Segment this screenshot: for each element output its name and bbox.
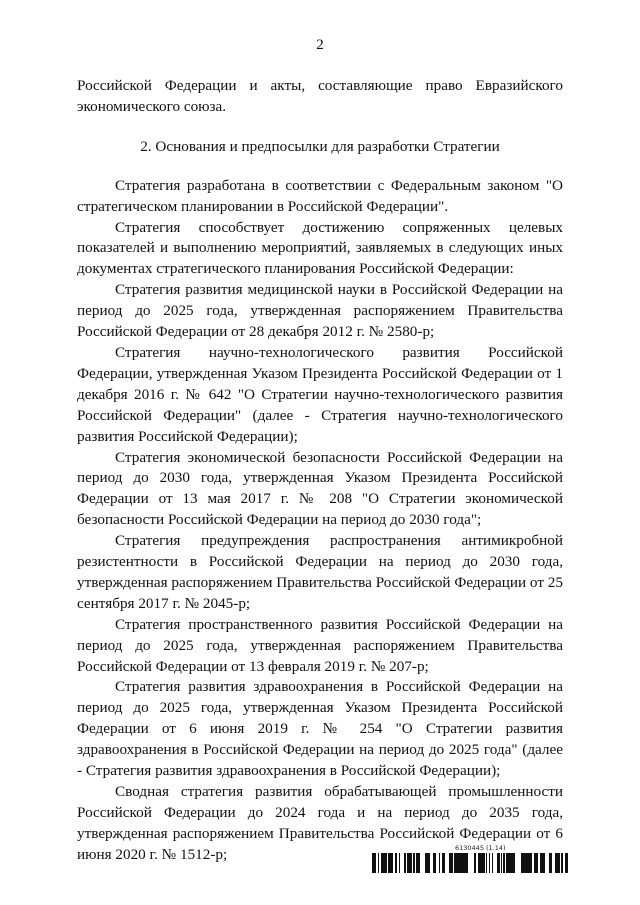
barcode-image bbox=[372, 853, 568, 873]
list-item: Стратегия развития здравоохранения в Российской Федерации на период до 2025 года, утвержденная Указом Президента Российской Федерации от 6 июня 2019 г. № 254 "О Стратегии развития здравоохранения в Российской Федерации на период до 2025 года" (далее - Стратегия развития здравоохранения в Российской Федерации); bbox=[77, 678, 563, 780]
list-item: Сводная стратегия развития обрабатывающей промышленности Российской Федерации до 2024 года и на период до 2035 года, утвержденная распоряжением Правительства Российской Федерации от 6 июня 2020 г. № 1512-р; bbox=[77, 783, 563, 863]
list-item: Стратегия экономической безопасности Российской Федерации на период до 2030 года, утвержденная Указом Президента Российской Федерации от 13 мая 2017 г. № 208 "О Стратегии экономической безопасности Российской Федерации на период до 2030 года"; bbox=[77, 448, 563, 529]
page-number: 2 bbox=[316, 37, 324, 53]
section-heading: 2. Основания и предпосылки для разработки Стратегии bbox=[140, 137, 500, 155]
list-item: Стратегия научно-технологического развития Российской Федерации, утвержденная Указом Президента Российской Федерации от 1 декабря 2016 г. № 642 "О Стратегии научно-технологического развития Российской Федерации" (далее - Стратегия научно-технологического развития Российской Федерации); bbox=[77, 343, 563, 445]
list-item: Стратегия предупреждения распространения антимикробной резистентности в Российской Федерации на период до 2030 года, утвержденная распоряжением Правительства Российской Федерации от 25 сентября 2017 г. № 2045-р; bbox=[77, 532, 563, 612]
document-id: 6130445 (1.14) bbox=[455, 844, 506, 852]
paragraph-continuation: Российской Федерации и акты, составляющие право Евразийского экономического союза. bbox=[77, 77, 563, 115]
document-body bbox=[77, 76, 563, 866]
paragraph: Стратегия способствует достижению сопряженных целевых показателей и выполнению мероприятий, заявляемых в следующих иных документах стратегического планирования Российской Федерации: bbox=[77, 218, 563, 278]
list-item: Стратегия развития медицинской науки в Российской Федерации на период до 2025 года, утвержденная распоряжением Правительства Российской Федерации от 28 декабря 2012 г. № 2580-р; bbox=[77, 281, 563, 341]
list-item: Стратегия пространственного развития Российской Федерации на период до 2025 года, утвержденная распоряжением Правительства Российской Федерации от 13 февраля 2019 г. № 207-р; bbox=[77, 615, 563, 675]
paragraph: Стратегия разработана в соответствии с Федеральным законом "О стратегическом планировании в Российской Федерации". bbox=[77, 176, 563, 215]
